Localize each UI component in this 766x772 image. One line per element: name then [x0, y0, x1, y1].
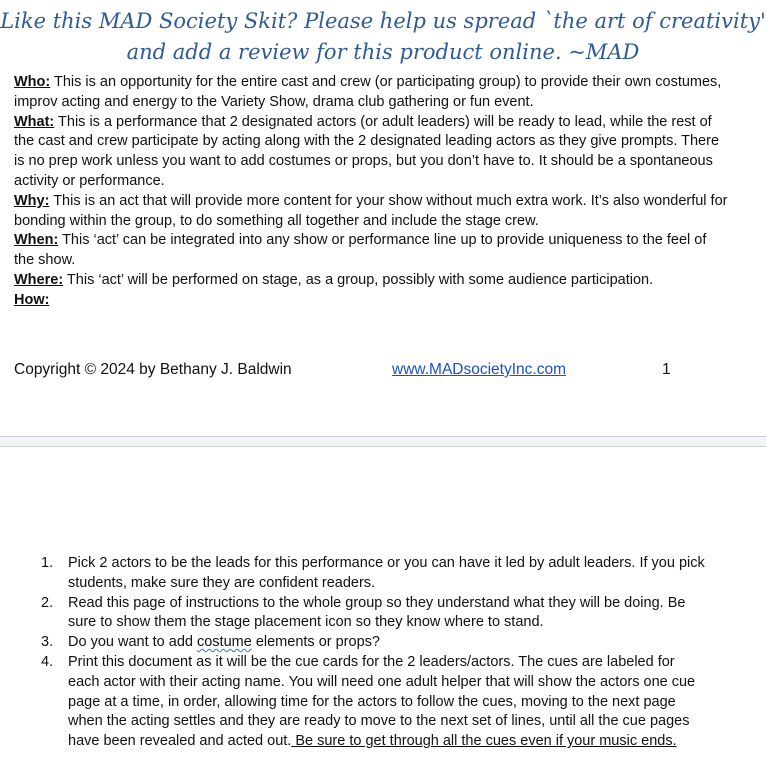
- list-item: [0, 633, 708, 653]
- who-label: Who:: [14, 74, 51, 90]
- page-break-line-bottom: [0, 446, 766, 447]
- what-paragraph: [14, 113, 729, 192]
- banner-line-1: Like this MAD Society Skit? Please help us spread `the art of creativity': [0, 9, 766, 33]
- how-label: How:: [14, 291, 50, 308]
- list-number: 1.: [41, 555, 54, 571]
- list-item-text-start: Do you want to add: [68, 634, 197, 651]
- page-number: 1: [662, 361, 671, 378]
- list-item: [0, 653, 708, 752]
- list-item-text: Pick 2 actors to be the leads for this performance or you can have it led by adult leaders. If you pick students, make sure they are confident readers.: [68, 555, 705, 591]
- list-item: [0, 594, 708, 634]
- list-item: [0, 554, 708, 594]
- list-item-text-end: elements or props?: [251, 634, 380, 651]
- how-steps-list: [0, 554, 766, 752]
- list-item-text: Print this document as it will be the cue cards for the 2 leaders/actors. The cues are labeled for each actor with their acting name. You will need one adult helper that will show the actors one cue page at a time, in order, allowing time for the actors to follow the cues, moving to the next page when the acting settles and they are ready to move to the next set of lines, until all the cue pages have been revealed and acted out.: [68, 653, 696, 750]
- skit-overview: [14, 73, 729, 311]
- when-label: When:: [14, 232, 59, 249]
- banner-line-2: and add a review for this product online. ~MAD: [126, 40, 640, 64]
- when-paragraph: [14, 231, 729, 271]
- when-text: This ‘act’ can be integrated into any show or performance line up to provide uniqueness to the feel of the show.: [14, 232, 707, 269]
- list-number: 2.: [41, 594, 54, 611]
- page-break-gap: [0, 437, 766, 446]
- where-paragraph: [14, 271, 729, 291]
- what-label: What:: [14, 113, 55, 130]
- why-paragraph: [14, 192, 729, 232]
- how-paragraph: [14, 291, 729, 311]
- review-banner: [0, 6, 766, 68]
- list-number: 4.: [41, 653, 54, 670]
- where-text: This ‘act’ will be performed on stage, as a group, possibly with some audience participation.: [63, 271, 654, 288]
- who-paragraph: [14, 73, 729, 113]
- page-footer: [0, 361, 766, 381]
- what-text: This is a performance that 2 designated actors (or adult leaders) will be ready to lead, while the rest of the cast and crew participate by acting along with the 2 designated leading actors as they give prompts. There is no prep work unless you want to add costumes or props, but you don’t have to. It should be a spontaneous activity or performance.: [14, 113, 720, 189]
- where-label: Where:: [14, 271, 64, 288]
- spellcheck-flagged-word[interactable]: costume: [196, 634, 252, 651]
- list-number: 3.: [41, 634, 54, 651]
- list-item-emphasis: Be sure to get through all the cues even if your music ends.: [291, 733, 677, 750]
- why-text: This is an act that will provide more content for your show without much extra work. It’s also wonderful for bonding within the group, to do something all together and include the stage crew.: [14, 192, 728, 229]
- copyright-text: Copyright © 2024 by Bethany J. Baldwin: [14, 361, 292, 378]
- why-label: Why:: [14, 192, 50, 209]
- list-item-text: Read this page of instructions to the whole group so they understand what they will be doing. Be sure to show them the stage placement icon so they know where to stand.: [68, 594, 686, 631]
- who-text: This is an opportunity for the entire cast and crew (or participating group) to provide their own costumes, improv acting and energy to the Variety Show, drama club gathering or fun event.: [14, 74, 722, 110]
- website-link[interactable]: www.MADsocietyInc.com: [392, 361, 566, 378]
